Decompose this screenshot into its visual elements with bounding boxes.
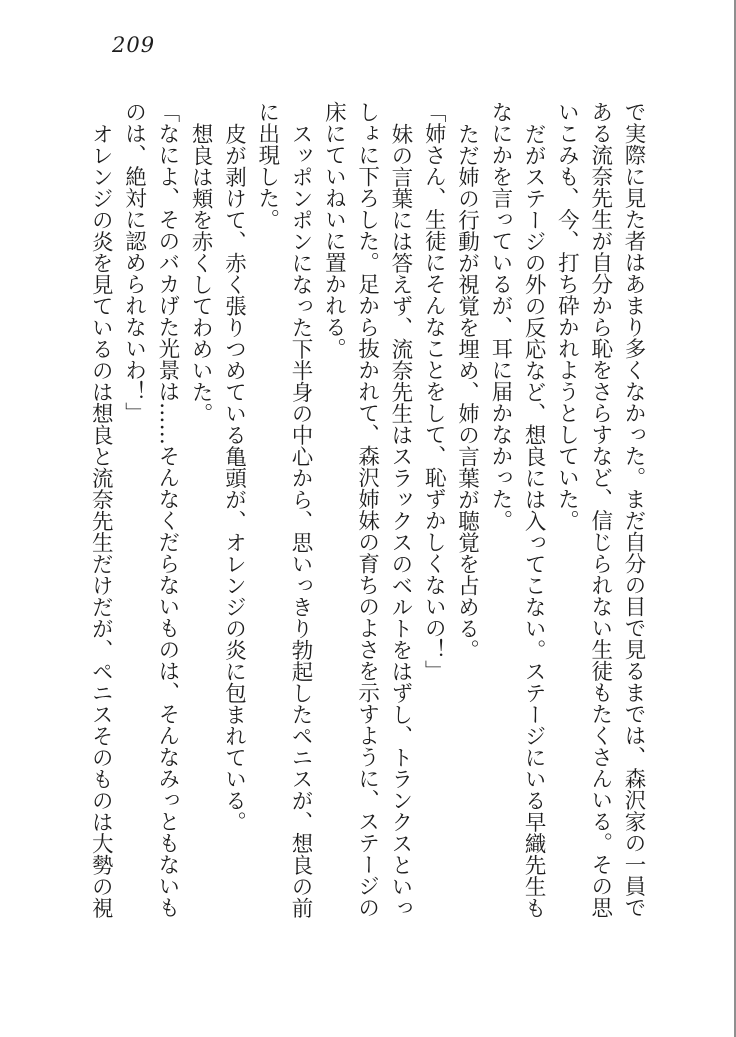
paragraph-dialogue: 「なによ、そのバカげた光景は……そんなくだらないものは、そんなみっともないものは、絶対に認められないわ！」 bbox=[121, 101, 180, 918]
paragraph: だがステージの外の反応など、想良には入ってこない。ステージにいる早織先生もなにかを言っているが、耳に届かなかった。 bbox=[487, 101, 547, 918]
paragraph: で実際に見た者はあまり多くなかった。まだ自分の目で見るまでは、森沢家の一員である流奈先生が自分から恥をさらすなど、信じられない生徒もたくさんいる。その思いこみも、今、打ち砕かれようとしていた。 bbox=[554, 101, 646, 918]
paragraph: オレンジの炎を見ているのは想良と流奈先生だけだが、ペニスそのものは大勢の視 bbox=[88, 122, 114, 918]
page-number: 209 bbox=[112, 33, 156, 57]
vertical-text-block bbox=[84, 101, 650, 919]
paragraph: 妹の言葉には答えず、流奈先生はスラックスのベルトをはずし、トランクスといっしょに下ろした。足から抜かれて、森沢姉妹の育ちのよさを示すように、ステージの床にていねいに置かれる。 bbox=[321, 101, 413, 918]
paragraph-dialogue: 「姉さん、生徒にそんなことをして、恥ずかしくないの！」 bbox=[421, 101, 447, 682]
paragraph: スッポンポンになった下半身の中心から、思いっきり勃起したペニスが、想良の前に出現した。 bbox=[254, 101, 314, 918]
paragraph: ただ姉の行動が視覚を埋め、姉の言葉が聴覚を占める。 bbox=[454, 122, 480, 660]
paragraph: 皮が剥けて、赤く張りつめている亀頭が、オレンジの炎に包まれている。 bbox=[221, 122, 247, 832]
paragraph: 想良は頬を赤くしてわめいた。 bbox=[188, 122, 214, 424]
